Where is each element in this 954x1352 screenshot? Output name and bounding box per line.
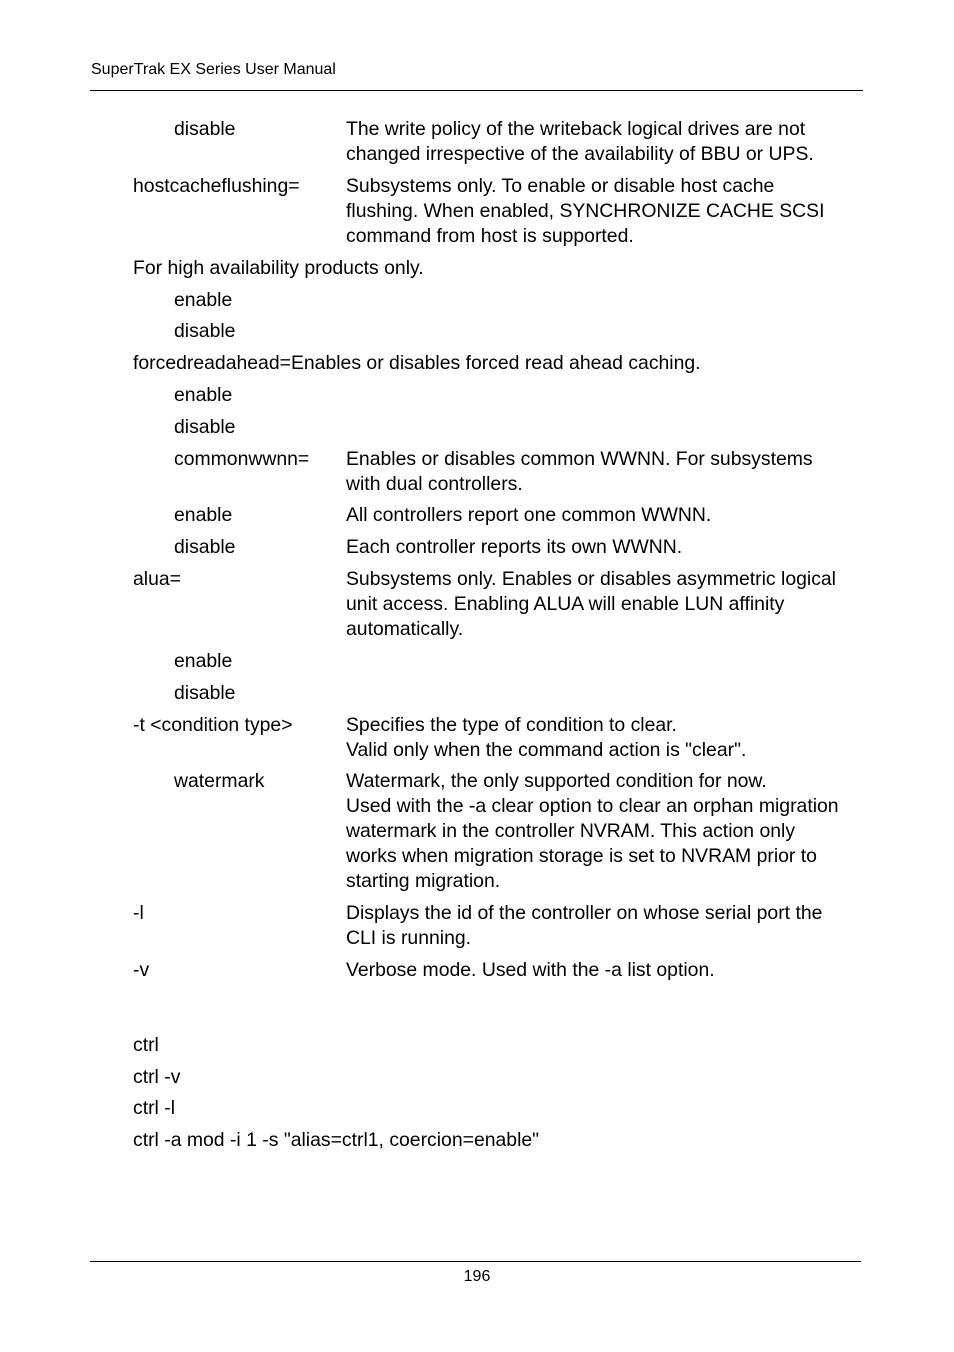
option-description: Enables or disables common WWNN. For subsystems with dual controllers. <box>346 448 813 495</box>
option-term: disable <box>174 416 236 438</box>
option-term: enable <box>174 504 233 526</box>
option-term: commonwwnn= <box>174 448 310 470</box>
option-term: disable <box>174 320 236 342</box>
option-term: watermark <box>174 770 265 792</box>
note-text: forcedreadahead=Enables or disables forced read ahead caching. <box>133 352 701 374</box>
option-description: Specifies the type of condition to clear. Valid only when the command action is "clear". <box>346 714 747 761</box>
option-term: disable <box>174 536 236 558</box>
running-header: SuperTrak EX Series User Manual <box>91 61 336 78</box>
option-description: All controllers report one common WWNN. <box>346 504 712 526</box>
footer-rule <box>90 1261 861 1262</box>
option-term: disable <box>174 682 236 704</box>
page-number: 196 <box>463 1268 491 1285</box>
option-term: alua= <box>133 568 181 590</box>
header-rule <box>90 90 863 91</box>
option-term: -l <box>133 902 144 924</box>
option-term: enable <box>174 650 233 672</box>
option-description: Each controller reports its own WWNN. <box>346 536 683 558</box>
option-term: disable <box>174 118 236 140</box>
option-term: -v <box>133 959 150 981</box>
note-text: For high availability products only. <box>133 257 424 279</box>
option-term: hostcacheflushing= <box>133 175 300 197</box>
option-description: Watermark, the only supported condition for now. Used with the -a clear option to clear an orphan migration watermark in the controller NVRAM. This action only works when migration storage is set to NVRAM prior to starting migration. <box>346 770 839 892</box>
option-description: Subsystems only. Enables or disables asymmetric logical unit access. Enabling ALUA will enable LUN affinity automatically. <box>346 568 836 640</box>
option-description: Subsystems only. To enable or disable host cache flushing. When enabled, SYNCHRONIZE CACHE SCSI command from host is supported. <box>346 175 825 247</box>
option-term: enable <box>174 384 233 406</box>
option-term: enable <box>174 289 233 311</box>
option-description: Displays the id of the controller on whose serial port the CLI is running. <box>346 902 823 949</box>
option-term: -t <condition type> <box>133 714 293 736</box>
option-description: The write policy of the writeback logical drives are not changed irrespective of the availability of BBU or UPS. <box>346 118 814 165</box>
option-description: Verbose mode. Used with the -a list option. <box>346 959 715 981</box>
